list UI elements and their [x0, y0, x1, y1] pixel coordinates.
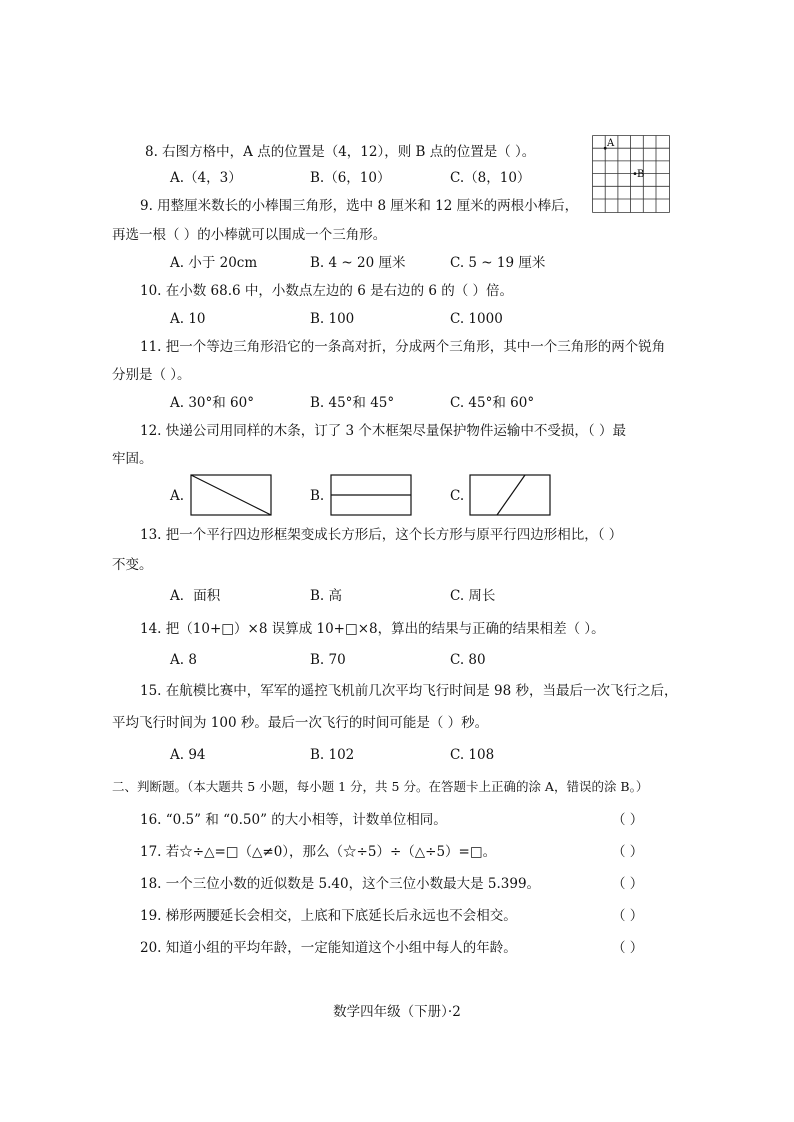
q14-option-b: B. 70 — [310, 652, 346, 668]
q14-option-a: A. 8 — [170, 652, 197, 668]
q13-option-b: B. 高 — [310, 588, 343, 604]
point-a-label: A — [607, 138, 615, 149]
answer-paren-20: （ ） — [612, 940, 644, 956]
answer-paren-18: （ ） — [612, 876, 644, 892]
q11-text-line2: 分别是（ ）。 — [112, 367, 191, 383]
q8-option-a: A.（4，3） — [170, 170, 242, 186]
frame-slanted-bar-figure — [469, 474, 551, 516]
frame-diagonal-figure — [190, 474, 272, 516]
point-b-label: B — [637, 169, 645, 180]
q15-text-line1: 15. 在航模比赛中，军军的遥控飞机前几次平均飞行时间是 98 秒，当最后一次飞行之后， — [140, 683, 678, 699]
frame-horizontal-bar-figure — [330, 474, 412, 516]
q10-option-b: B. 100 — [310, 311, 355, 327]
page-footer: 数学四年级（下册）·2 — [333, 1004, 461, 1020]
q13-text-line2: 不变。 — [112, 557, 153, 573]
section-2-heading: 二、判断题。（本大题共 5 小题，每小题 1 分，共 5 分。在答题卡上正确的涂 A，错误的涂 B。） — [112, 779, 649, 794]
answer-paren-19: （ ） — [612, 908, 644, 924]
q12-text-line1: 12. 快递公司用同样的木条，订了 3 个木框架尽量保护物件运输中不受损，（ ）最 — [140, 423, 626, 439]
q8-text: 8. 右图方格中，A 点的位置是（4，12），则 B 点的位置是（ ）。 — [145, 144, 536, 160]
q9-option-c: C. 5 ~ 19 厘米 — [450, 255, 546, 271]
q13-text-line1: 13. 把一个平行四边形框架变成长方形后，这个长方形与原平行四边形相比，（ ） — [140, 527, 623, 543]
judge-item-19: 19. 梯形两腰延长会相交，上底和下底延长后永远也不会相交。 — [140, 908, 517, 924]
judge-item-16: 16. “0.5” 和 “0.50” 的大小相等，计数单位相同。 — [140, 812, 447, 828]
q12-option-c: C. — [450, 488, 465, 504]
point-b — [634, 172, 637, 175]
q9-text-line1: 9. 用整厘米数长的小棒围三角形，选中 8 厘米和 12 厘米的两根小棒后， — [140, 198, 579, 214]
q15-option-c: C. 108 — [450, 747, 495, 763]
q11-option-b: B. 45°和 45° — [310, 395, 395, 411]
q14-text: 14. 把（10+□）×8 误算成 10+□×8，算出的结果与正确的结果相差（ ）。 — [140, 621, 605, 637]
q9-option-a: A. 小于 20cm — [170, 255, 258, 271]
q9-text-line2: 再选一根（ ）的小棒就可以围成一个三角形。 — [112, 227, 387, 243]
q11-option-c: C. 45°和 60° — [450, 395, 535, 411]
q14-option-c: C. 80 — [450, 652, 486, 668]
q11-text-line1: 11. 把一个等边三角形沿它的一条高对折，分成两个三角形，其中一个三角形的两个锐角 — [140, 339, 666, 355]
coordinate-grid — [592, 135, 670, 213]
judge-item-18: 18. 一个三位小数的近似数是 5.40，这个三位小数最大是 5.399。 — [140, 876, 541, 892]
q13-option-a: A．面积 — [170, 588, 221, 604]
q10-option-a: A. 10 — [170, 311, 206, 327]
q9-option-b: B. 4 ~ 20 厘米 — [310, 255, 406, 271]
q15-option-b: B. 102 — [310, 747, 355, 763]
q8-option-b: B.（6，10） — [310, 170, 391, 186]
q12-option-b: B. — [310, 488, 325, 504]
q8-option-c: C.（8，10） — [450, 170, 531, 186]
q15-text-line2: 平均飞行时间为 100 秒。最后一次飞行的时间可能是（ ）秒。 — [112, 715, 489, 731]
answer-paren-17: （ ） — [612, 844, 644, 860]
judge-item-20: 20. 知道小组的平均年龄，一定能知道这个小组中每人的年龄。 — [140, 940, 517, 956]
q11-option-a: A. 30°和 60° — [170, 395, 254, 411]
q15-option-a: A. 94 — [170, 747, 206, 763]
answer-paren-16: （ ） — [612, 812, 644, 828]
q10-option-c: C. 1000 — [450, 311, 503, 327]
judge-item-17: 17. 若☆÷△=□（△≠0），那么（☆÷5）÷（△÷5）=□。 — [140, 844, 497, 860]
q13-option-c: C. 周长 — [450, 588, 496, 604]
q10-text: 10. 在小数 68.6 中，小数点左边的 6 是右边的 6 的（ ）倍。 — [140, 283, 514, 299]
q12-option-a: A. — [170, 488, 185, 504]
q12-text-line2: 牢固。 — [112, 451, 153, 467]
